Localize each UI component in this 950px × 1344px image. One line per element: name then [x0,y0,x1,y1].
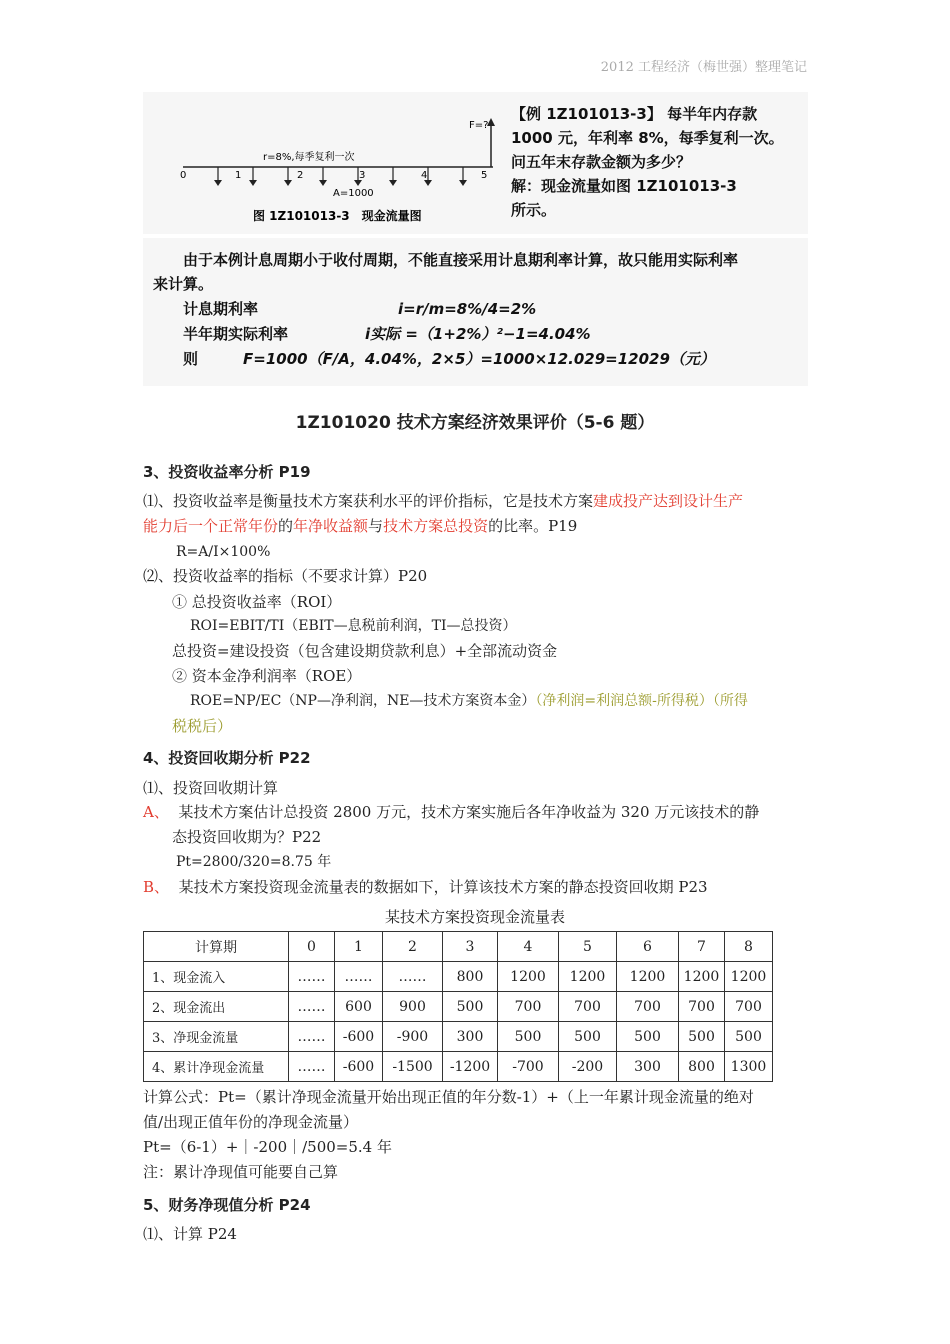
section-title: 1Z101020 技术方案经济效果评价（5-6 题） [295,413,655,433]
future-label: F=? [469,120,489,131]
table-cell: 500 [443,992,498,1022]
tick-5: 5 [481,170,488,181]
s3-formula: R=A/I×100% [176,544,271,560]
table-cell: 800 [443,962,498,992]
s4-p1: ⑴、投资回收期计算 [143,779,279,797]
table-cell: 700 [498,992,559,1022]
example-line: 问五年末存款金额为多少？ [511,153,692,171]
solution-formula: i实际 =（1+2%）²−1=4.04% [365,325,591,343]
table-header-cell: 0 [289,932,335,962]
table-header-cell: 2 [383,932,443,962]
table-cell: …… [289,1022,335,1052]
table-cell: 900 [383,992,443,1022]
table-header-cell: 7 [679,932,725,962]
table-cell: 600 [335,992,383,1022]
solution-intro2: 来计算。 [153,275,214,293]
rate-label: r=8%,每季复利一次 [263,152,355,163]
table-cell: 3、净现金流量 [144,1022,289,1052]
table-cell: -900 [383,1022,443,1052]
tick-3: 3 [359,170,366,181]
example-title: 【例 1Z101013-3】 [511,105,662,123]
example-line: 所示。 [511,201,557,219]
solution-label: 半年期实际利率 [183,325,289,343]
s3-p2: ⑵、投资收益率的指标（不要求计算）P20 [143,567,428,585]
table-header-cell: 5 [559,932,617,962]
table-cell: 1200 [617,962,679,992]
table-cell: …… [289,992,335,1022]
example-scan [143,92,808,234]
annuity-label: A=1000 [333,188,374,199]
table-cell: 1200 [498,962,559,992]
s4-a-line1: A、 某技术方案估计总投资 2800 万元，技术方案实施后各年净收益为 320 万元该技术的静 [143,803,760,821]
cash-flow-table [143,931,773,1082]
tick-0: 0 [180,170,187,181]
tick-1: 1 [235,170,242,181]
s3-heading: 3、投资收益率分析 P19 [143,463,311,481]
table-cell: …… [289,1052,335,1082]
table-cell: 300 [617,1052,679,1082]
table-cell: 1、现金流入 [144,962,289,992]
table-cell: -1200 [443,1052,498,1082]
s4-a-line2: 态投资回收期为？P22 [172,828,322,846]
s4-heading: 4、投资回收期分析 P22 [143,749,311,767]
roe-title: ② 资本金净利润率（ROE） [172,667,362,685]
table-header-cell: 计算期 [144,932,289,962]
tick-4: 4 [421,170,428,181]
s3-p1-line2: 能力后一个正常年份的年净收益额与技术方案总投资的比率。P19 [143,517,578,535]
table-cell: 500 [498,1022,559,1052]
solution-scan [143,238,808,386]
table-cell: 1300 [725,1052,773,1082]
calc-note: 注：累计净现值可能要自己算 [143,1163,339,1181]
table-cell: 700 [559,992,617,1022]
s5-p1: ⑴、计算 P24 [143,1225,237,1243]
table-header-row [144,932,773,962]
table-cell: 300 [443,1022,498,1052]
table-cell: …… [289,962,335,992]
table-row [144,962,773,992]
diagram-caption: 图 1Z101013-3 现金流量图 [253,209,422,223]
table-header-cell: 6 [617,932,679,962]
table-cell: 1200 [725,962,773,992]
calc-result: Pt=（6-1）+｜-200｜/500=5.4 年 [143,1138,392,1156]
table-cell: 500 [725,1022,773,1052]
table-cell: 2、现金流出 [144,992,289,1022]
tick-2: 2 [297,170,304,181]
table-cell: 1200 [679,962,725,992]
calc-formula-line1: 计算公式：Pt=（累计净现金流量开始出现正值的年分数-1）+（上一年累计现金流量的绝对 [143,1088,754,1106]
table-cell: 700 [725,992,773,1022]
roi-formula: ROI=EBIT/TI（EBIT—息税前利润，TI—总投资） [190,618,517,634]
table-cell: 700 [679,992,725,1022]
table-cell: …… [383,962,443,992]
table-header-cell: 4 [498,932,559,962]
s3-p1-line1: ⑴、投资收益率是衡量技术方案获利水平的评价指标，它是技术方案建成投产达到设计生产 [143,492,744,510]
total-investment: 总投资=建设投资（包含建设期贷款利息）+全部流动资金 [172,642,558,660]
example-line: 解：现金流量如图 1Z101013-3 [511,177,737,195]
table-cell: …… [335,962,383,992]
solution-label: 则 [183,350,199,368]
table-row [144,1052,773,1082]
s4-b-line: B、 某技术方案投资现金流量表的数据如下，计算该技术方案的静态投资回收期 P23 [143,878,708,896]
table-cell: 500 [617,1022,679,1052]
roe-note: 税税后） [172,717,233,735]
table-cell: -200 [559,1052,617,1082]
solution-intro: 由于本例计息周期小于收付周期，不能直接采用计息期利率计算，故只能用实际利率 [183,251,739,269]
cash-flow-diagram [173,92,503,227]
s4-a-formula: Pt=2800/320=8.75 年 [176,854,332,870]
roe-formula-line: ROE=NP/EC（NP—净利润，NE—技术方案资本金）（净利润=利润总额-所得税）（所得 [190,693,748,709]
table-cell: -600 [335,1022,383,1052]
solution-formula: F=1000（F/A，4.04%，2×5）=1000×12.029=12029（元） [243,350,715,368]
table-row [144,1022,773,1052]
table-cell: 500 [559,1022,617,1052]
table-cell: 1200 [559,962,617,992]
solution-label: 计息期利率 [183,300,259,318]
s5-heading: 5、财务净现值分析 P24 [143,1196,311,1214]
calc-formula-line2: 值/出现正值年份的净现金流量） [143,1113,359,1131]
table-header-cell: 1 [335,932,383,962]
table-cell: -1500 [383,1052,443,1082]
table-header-cell: 3 [443,932,498,962]
example-line: 每半年内存款 [667,105,758,123]
table-cell: 4、累计净现金流量 [144,1052,289,1082]
page-header: 2012 工程经济（梅世强）整理笔记 [600,60,807,75]
table-header-cell: 8 [725,932,773,962]
roi-title: ① 总投资收益率（ROI） [172,593,342,611]
table-cell: 500 [679,1022,725,1052]
example-line: 1000 元，年利率 8%，每季复利一次。 [511,129,784,147]
solution-formula: i=r/m=8%/4=2% [398,300,537,318]
table-cell: -700 [498,1052,559,1082]
table-cell: 800 [679,1052,725,1082]
table-row [144,992,773,1022]
table-title: 某技术方案投资现金流量表 [384,908,565,926]
table-cell: -600 [335,1052,383,1082]
table-cell: 700 [617,992,679,1022]
